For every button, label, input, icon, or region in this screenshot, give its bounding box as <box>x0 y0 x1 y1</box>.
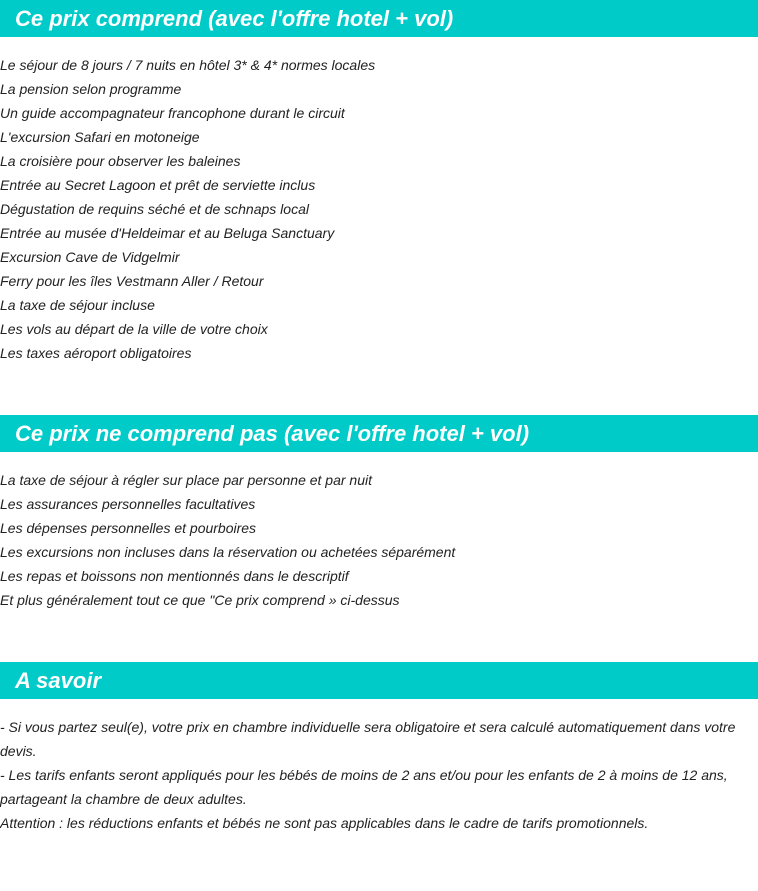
list-item: L'excursion Safari en motoneige <box>0 129 200 145</box>
list-item: Les excursions non incluses dans la réservation ou achetées séparément <box>0 544 456 560</box>
excluded-section-title: Ce prix ne comprend pas (avec l'offre hotel + vol) <box>15 421 530 446</box>
excluded-section-header <box>0 415 758 452</box>
included-list <box>0 53 758 365</box>
list-item: La taxe de séjour à régler sur place par personne et par nuit <box>0 472 373 488</box>
list-item: Entrée au musée d'Heldeimar et au Beluga Sanctuary <box>0 225 335 241</box>
list-item: Les dépenses personnelles et pourboires <box>0 520 257 536</box>
list-item: Les repas et boissons non mentionnés dans le descriptif <box>0 568 349 584</box>
list-item: Les vols au départ de la ville de votre choix <box>0 321 268 337</box>
list-item: Excursion Cave de Vidgelmir <box>0 249 180 265</box>
list-item: Ferry pour les îles Vestmann Aller / Retour <box>0 273 264 289</box>
list-item: Le séjour de 8 jours / 7 nuits en hôtel 3* & 4* normes locales <box>0 57 376 73</box>
list-item: Un guide accompagnateur francophone durant le circuit <box>0 105 345 121</box>
list-item: Entrée au Secret Lagoon et prêt de serviette inclus <box>0 177 316 193</box>
info-paragraph: - Les tarifs enfants seront appliqués pour les bébés de moins de 2 ans et/ou pour les enfants de 2 à moins de 12 ans, partageant la chambre de deux adultes. <box>0 767 728 807</box>
info-section-title: A savoir <box>15 668 102 693</box>
info-body <box>0 715 758 835</box>
info-section-header <box>0 662 758 699</box>
info-paragraph: - Si vous partez seul(e), votre prix en chambre individuelle sera obligatoire et sera calculé automatiquement dans votre devis. <box>0 719 736 759</box>
list-item: Les assurances personnelles facultatives <box>0 496 256 512</box>
list-item: La croisière pour observer les baleines <box>0 153 241 169</box>
list-item: Les taxes aéroport obligatoires <box>0 345 192 361</box>
info-paragraph: Attention : les réductions enfants et bébés ne sont pas applicables dans le cadre de tarifs promotionnels. <box>0 815 649 831</box>
excluded-list <box>0 468 758 612</box>
included-section-header <box>0 0 758 37</box>
list-item: La taxe de séjour incluse <box>0 297 155 313</box>
list-item: La pension selon programme <box>0 81 182 97</box>
list-item: Et plus généralement tout ce que "Ce prix comprend » ci-dessus <box>0 592 400 608</box>
list-item: Dégustation de requins séché et de schnaps local <box>0 201 309 217</box>
included-section-title: Ce prix comprend (avec l'offre hotel + vol) <box>15 6 454 31</box>
